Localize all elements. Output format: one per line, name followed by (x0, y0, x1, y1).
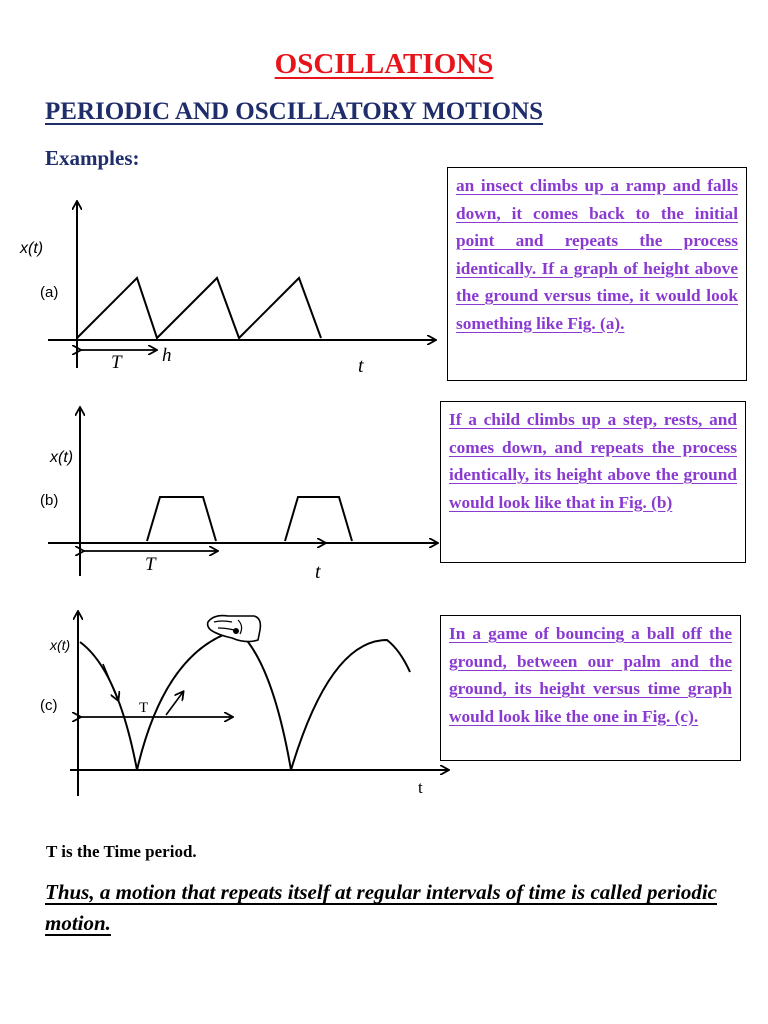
sawtooth-curve (77, 278, 321, 338)
up-arrow (166, 692, 183, 715)
x-axis-label: t (358, 355, 364, 377)
y-axis-label: x(t) (50, 637, 71, 653)
caption-box-b (440, 401, 746, 563)
figure-label: (a) (40, 284, 59, 301)
bounce-curve (80, 630, 410, 770)
examples-heading: Examples: (45, 146, 140, 170)
period-label: T (111, 352, 122, 373)
x-axis-label: t (418, 778, 423, 797)
figure-label: (b) (40, 492, 59, 509)
period-label: T (139, 700, 149, 716)
caption-box-c (440, 615, 741, 761)
y-axis-label: x(t) (20, 240, 44, 257)
period-label: T (145, 554, 156, 575)
caption-c: In a game of bouncing a ball off the ground, between our palm and the ground, its height versus time graph would look like the one in Fig. (c). (449, 624, 732, 726)
x-axis-label: t (315, 561, 321, 583)
summary-definition: Thus, a motion that repeats itself at regular intervals of time is called periodic motion. (45, 880, 717, 935)
section-heading: PERIODIC AND OSCILLATORY MOTIONS (45, 98, 544, 125)
y-axis-label: x(t) (50, 449, 74, 466)
step-curve (285, 497, 352, 541)
figure-c-graph (0, 600, 460, 810)
figure-label: (c) (40, 697, 58, 714)
figure-a-graph (0, 190, 450, 390)
page-title: OSCILLATIONS (274, 48, 494, 80)
h-label: h (162, 345, 172, 366)
caption-box-a (447, 167, 747, 381)
step-curve (147, 497, 216, 541)
figure-b-graph (0, 398, 450, 588)
down-arrow (103, 664, 118, 700)
period-note: T is the Time period. (46, 842, 197, 861)
caption-a: an insect climbs up a ramp and falls down, it comes back to the initial point and repeats the process identically. If a graph of height above the ground versus time, it would look something like Fig. (a). (456, 176, 738, 333)
caption-b: If a child climbs up a step, rests, and comes down, and repeats the process identically, its height above the ground would look like that in Fig. (b) (449, 410, 737, 512)
